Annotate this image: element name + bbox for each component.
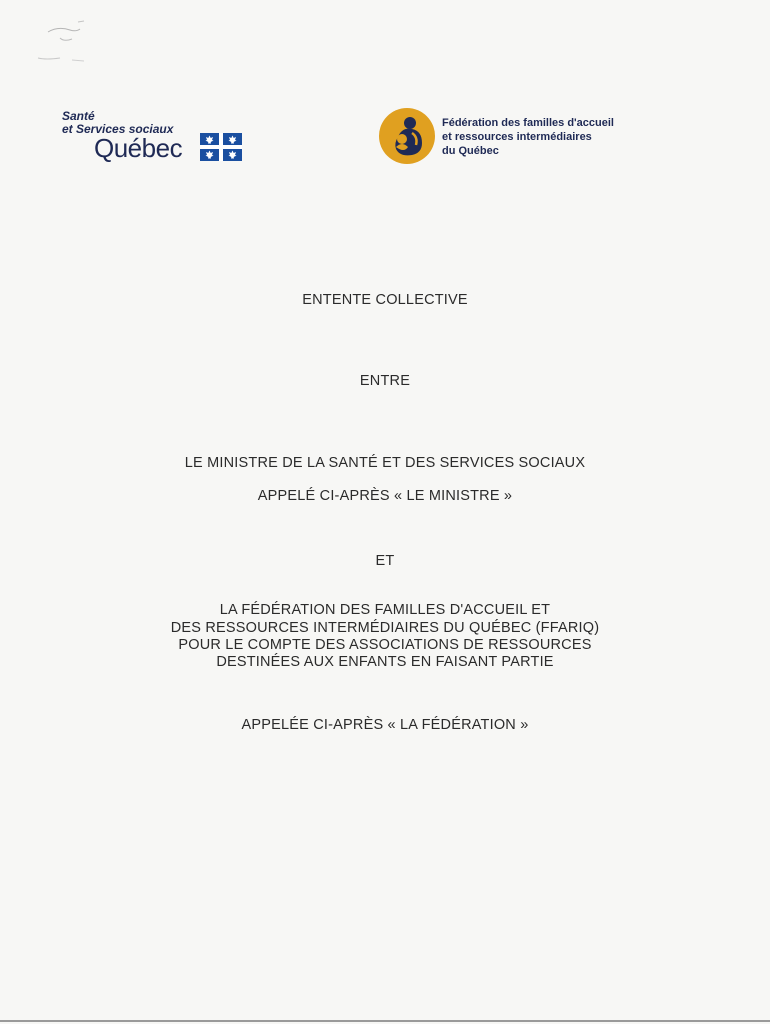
ffariq-logo-text — [442, 116, 614, 158]
msss-logo-line2: et Services sociaux — [62, 122, 174, 136]
ffariq-logo-line1: Fédération des familles d'accueil — [442, 117, 614, 129]
document-title: ENTENTE COLLECTIVE — [302, 292, 468, 308]
msss-logo — [62, 110, 252, 170]
ffariq-logo-line3: du Québec — [442, 145, 499, 157]
msss-logo-wordmark: Québec — [94, 133, 183, 163]
party1-alias: APPELÉ CI-APRÈS « LE MINISTRE » — [257, 488, 513, 504]
party2-line-2: DES RESSOURCES INTERMÉDIAIRES DU QUÉBEC (FFARIQ) — [170, 620, 600, 636]
scan-mark-graphic — [30, 20, 120, 70]
between-word: ENTRE — [359, 373, 411, 389]
party2-line-4: DESTINÉES AUX ENFANTS EN FAISANT PARTIE — [216, 654, 554, 670]
ffariq-logo-icon — [378, 107, 436, 165]
and-word: ET — [375, 553, 395, 569]
party1-name: LE MINISTRE DE LA SANTÉ ET DES SERVICES SOCIAUX — [184, 455, 586, 471]
party2-line-1: LA FÉDÉRATION DES FAMILLES D'ACCUEIL ET — [219, 602, 551, 618]
msss-logo-line1: Santé — [62, 109, 95, 123]
party2-line-3: POUR LE COMPTE DES ASSOCIATIONS DE RESSOURCES — [178, 637, 592, 653]
scan-bottom-edge — [0, 1020, 770, 1022]
ffariq-logo-line2: et ressources intermédiaires — [442, 131, 592, 143]
quebec-flag-icon — [200, 133, 242, 161]
party2-alias: APPELÉE CI-APRÈS « LA FÉDÉRATION » — [241, 717, 529, 733]
